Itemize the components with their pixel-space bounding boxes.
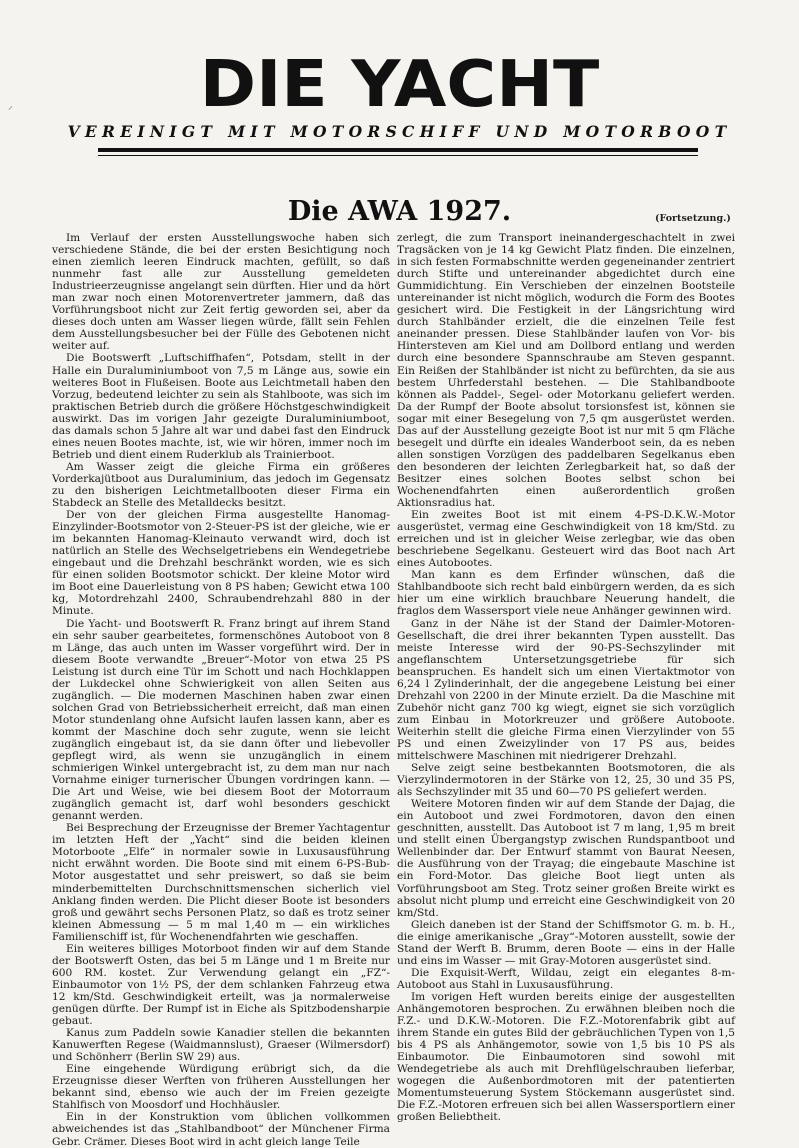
edge-mark: ⸝ xyxy=(8,101,13,112)
paragraph: Gleich daneben ist der Stand der Schiffsmotor G. m. b. H., die einige amerikanische „Gray“-Motoren ausstellt, sowie der Stand der Werft B. Brumm, deren Boote — eins in der Halle und eins im Wasser — mit Gray-Motoren ausgerüstet sind. xyxy=(397,918,735,967)
right-column xyxy=(397,232,735,1123)
masthead-title: DIE YACHT xyxy=(199,48,600,122)
paragraph: Eine eingehende Würdigung erübrigt sich, da die Erzeugnisse dieser Werften von früheren Ausstellungen her bekannt sind, ebenso wie auch der im Freien gezeigte Stahlfisch von Moosdorf und Hochhäusler. xyxy=(52,1063,390,1112)
article-title: Die AWA 1927. xyxy=(287,196,512,227)
paragraph: Man kann es dem Erfinder wünschen, daß die Stahlbandboote sich recht bald einbürgern werden, da es sich hier um eine wirklich brauchbare Neuerung handelt, die fraglos dem Wassersport viele neue Anhänger gewinnen wird. xyxy=(397,569,735,618)
left-column xyxy=(52,232,390,1148)
paragraph: Selve zeigt seine bestbekannten Bootsmotoren, die als Vierzylindermotoren in der Stärke von 12, 25, 30 und 35 PS, als Sechszylinder mit 35 und 60—70 PS geliefert werden. xyxy=(397,762,735,799)
paragraph: Im Verlauf der ersten Ausstellungswoche haben sich verschiedene Stände, die bei der ersten Besichtigung noch einen ziemlich leeren Eindruck machten, gefüllt, so daß nunmehr fast alle zur Ausstellung gemeldeten Industrieerzeugnisse angelangt sein dürften. Hier und da hört man zwar noch einen Motorenvertreter jammern, daß das Vorführungsboot nicht zur Zeit fertig geworden sei, aber da dieses doch unten am Wasser liegen würde, fällt sein Fehlen dem Ausstellungsbesucher bei der Fülle des Gebotenen nicht weiter auf. xyxy=(52,232,390,353)
masthead-subtitle: VEREINIGT MIT MOTORSCHIFF UND MOTORBOOT xyxy=(67,122,732,141)
paragraph: Im vorigen Heft wurden bereits einige der ausgestellten Anhängemotoren besprochen. Zu erwähnen bleiben noch die F.Z.- und D.K.W.-Motoren. Die F.Z.-Motorenfabrik gibt auf ihrem Stande ein gutes Bild der gebräuchlichen Typen von 1,5 bis 4 PS als Anhängemotor, sowie von 1,5 bis 10 PS als Einbaumotor. Die Einbaumotoren sind sowohl mit Wendegetriebe als auch mit Drehflügelschrauben lieferbar, wogegen die Außenbordmotoren mit der patentierten Momentumsteuerung System Stöckemann ausgerüstet sind. Die F.Z.-Motoren erfreuen sich bei allen Wassersportlern einer großen Beliebtheit. xyxy=(397,990,735,1124)
paragraph: Kanus zum Paddeln sowie Kanadier stellen die bekannten Kanuwerften Regese (Waidmannslust), Graeser (Wilmersdorf) und Schönherr (Berlin SW 29) aus. xyxy=(52,1027,390,1064)
paragraph: Die Bootswerft „Luftschiffhafen“, Potsdam, stellt in der Halle ein Duraluminiumboot von 7,5 m Länge aus, sowie ein weiteres Boot in Flußeisen. Boote aus Leichtmetall haben den Vorzug, bedeutend leichter zu sein als Stahlboote, was sich im praktischen Betrieb durch die größere Höchstgeschwindigkeit auswirkt. Das im vorigen Jahr gezeigte Duraluminiumboot, das damals schon 5 Jahre alt war und dabei fast den Eindruck eines neuen Bootes machte, ist, wie wir hören, immer noch im Betrieb und dient einem Ruderklub als Trainierboot. xyxy=(52,352,390,461)
masthead-rule-thick xyxy=(98,148,698,152)
paragraph: Ein zweites Boot ist mit einem 4-PS-D.K.W.-Motor ausgerüstet, vermag eine Geschwindigkeit von 18 km/Std. zu erreichen und ist in gleicher Weise zerlegbar, wie das oben beschriebene Segelkanu. Gesteuert wird das Boot nach Art eines Autobootes. xyxy=(397,509,735,570)
masthead-rule-thin xyxy=(98,155,698,156)
paragraph: Die Yacht- und Bootswerft R. Franz bringt auf ihrem Stand ein sehr sauber gearbeitetes, formenschönes Autoboot von 8 m Länge, das auch unten im Wasser vorgeführt wird. Der in diesem Boote verwandte „Breuer“-Motor von etwa 25 PS Leistung ist durch eine Tür im Schott und nach Hochklappen der Lukdeckel ohne Schwierigkeit von allen Seiten aus zugänglich. — Die modernen Maschinen haben zwar einen solchen Grad von Betriebssicherheit erreicht, daß man einen Motor stundenlang ohne Aufsicht laufen lassen kann, aber es kommt der Maschine doch sehr zugute, wenn sie leicht zugänglich eingebaut ist, da sie dann öfter und liebevoller gepflegt wird, als wenn sie unzugänglich in einem schmierigen Winkel untergebracht ist, zu dem man nur nach Vornahme einiger turnerischer Übungen vordringen kann. — Die Art und Weise, wie bei diesem Boot der Motorraum zugänglich gemacht ist, darf wohl besonders geschickt genannt werden. xyxy=(52,617,390,823)
paragraph: Der von der gleichen Firma ausgestellte Hanomag-Einzylinder-Bootsmotor von 2-Steuer-PS ist der gleiche, wie er im bekannten Hanomag-Kleinauto verwandt wird, doch ist natürlich an Stelle des Wechselgetriebens ein Wendegetriebe eingebaut und die Drehzahl beschränkt worden, wie es sich für einen soliden Bootsmotor schickt. Der kleine Motor wird im Boot eine Dauerleistung von 8 PS haben; Gewicht etwa 100 kg, Motordrehzahl 2400, Schraubendrehzahl 880 in der Minute. xyxy=(52,509,391,618)
paragraph: Weitere Motoren finden wir auf dem Stande der Dajag, die ein Autoboot und zwei Fordmotoren, davon den einen geschnitten, ausstellt. Das Autoboot ist 7 m lang, 1,95 m breit und stellt einen Übergangstyp zwischen Rundspantboot und Wellenbinder dar. Der Entwurf stammt von Baurat Neesen, die Ausführung von der Trayag; die eingebaute Maschine ist ein Ford-Motor. Das gleiche Boot liegt unten als Vorführungsboot am Steg. Trotz seiner großen Breite wirkt es absolut nicht plump und erreicht eine Geschwindigkeit von 20 km/Std. xyxy=(397,798,735,919)
continued-note: (Fortsetzung.) xyxy=(655,213,731,224)
paragraph: Ein weiteres billiges Motorboot finden wir auf dem Stande der Bootswerft Osten, das bei 5 m Länge und 1 m Breite nur 600 RM. kostet. Zur Verwendung gelangt ein „FZ“-Einbaumotor von 1½ PS, der dem schlanken Fahrzeug etwa 12 km/Std. Geschwindigkeit erteilt, was ja normalerweise genügen dürfte. Der Rumpf ist in Eiche als Spitzbodensharpie gebaut. xyxy=(52,942,390,1028)
paragraph-continued: zerlegt, die zum Transport ineinandergeschachtelt in zwei Tragsäcken von je 14 kg Gewicht Platz finden. Die einzelnen, in sich festen Formabschnitte werden gegeneinander zentriert durch Stifte und untereinander abgedichtet durch eine Gummidichtung. Ein Verschieben der einzelnen Bootsteile untereinander ist nicht möglich, wodurch die Form des Bootes gesichert wird. Die Festigkeit in der Längsrichtung wird durch Stahlbänder erzielt, die die einzelnen Teile fest aneinander pressen. Diese Stahlbänder laufen von Vor- bis Hintersteven am Kiel und am Dollbord entlang und werden durch eine besondere Spannschraube am Steven gespannt. Ein Reißen der Stahlbänder ist nicht zu befürchten, da sie aus bestem Uhrfederstahl bestehen. — Die Stahlbandboote können als Paddel-, Segel- oder Motorkanu geliefert werden. Da der Rumpf der Boote absolut torsionsfest ist, können sie sogar mit einer Besegelung von 7,5 qm ausgerüstet werden. Das auf der Ausstellung gezeigte Boot ist nur mit 5 qm Fläche besegelt und dürfte ein ideales Wanderboot sein, da es neben allen sonstigen Vorzügen des paddelbaren Segelkanus eben den besonderen der leichten Zerlegbarkeit hat, so daß der Besitzer eines solchen Bootes selbst schon bei Wochenendfahrten einen außerordentlich großen Aktionsradius hat. xyxy=(397,232,735,510)
paragraph: Ganz in der Nähe ist der Stand der Daimler-Motoren-Gesellschaft, die drei ihrer bekannten Typen ausstellt. Das meiste Interesse wird der 90-PS-Sechszylinder mit angeflanschtem Untersetzungsgetriebe für sich beanspruchen. Es handelt sich um einen Viertaktmotor von 6,24 l Zylinderinhalt, der die angegebene Leistung bei einer Drehzahl von 2200 in der Minute erzielt. Da die Maschine mit Zubehör nicht ganz 700 kg wiegt, eignet sie sich vorzüglich zum Einbau in Motorkreuzer und größere Autoboote. Weiterhin stellt die gleiche Firma einen Vierzylinder von 55 PS und einen Zweizylinder von 17 PS aus, beides mittelschwere Maschinen mit niedrigerer Drehzahl. xyxy=(397,617,735,763)
paragraph: Am Wasser zeigt die gleiche Firma ein größeres Vorderkajütboot aus Duraluminium, das jedoch im Gegensatz zu den bisherigen Leichtmetallbooten dieser Firma ein Stabdeck an Stelle des Metalldecks besitzt. xyxy=(52,460,390,510)
paragraph: Die Exquisit-Werft, Wildau, zeigt ein elegantes 8-m-Autoboot aus Stahl in Luxusausführung. xyxy=(397,966,735,991)
paragraph: Bei Besprechung der Erzeugnisse der Bremer Yachtagentur im letzten Heft der „Yacht“ sind die beiden kleinen Motorboote „Elfe“ in normaler sowie in Luxusausführung nicht erwähnt worden. Die Boote sind mit einem 6-PS-Bub-Motor ausgestattet und sehr preiswert, so daß sie beim minderbemittelten Durchschnittsmenschen sicherlich viel Anklang finden werden. Die Plicht dieser Boote ist besonders groß und gewährt sechs Personen Platz, so daß es trotz seiner kleinen Abmessung — 5 m mal 1,40 m — ein wirkliches Familienschiff ist, für Wochenendfahrten wie geschaffen. xyxy=(52,822,390,943)
paragraph: Ein in der Konstruktion vom üblichen vollkommen abweichendes ist das „Stahlbandboot“ der Münchener Firma Gebr. Crämer. Dieses Boot wird in acht gleich lange Teile xyxy=(52,1111,390,1148)
